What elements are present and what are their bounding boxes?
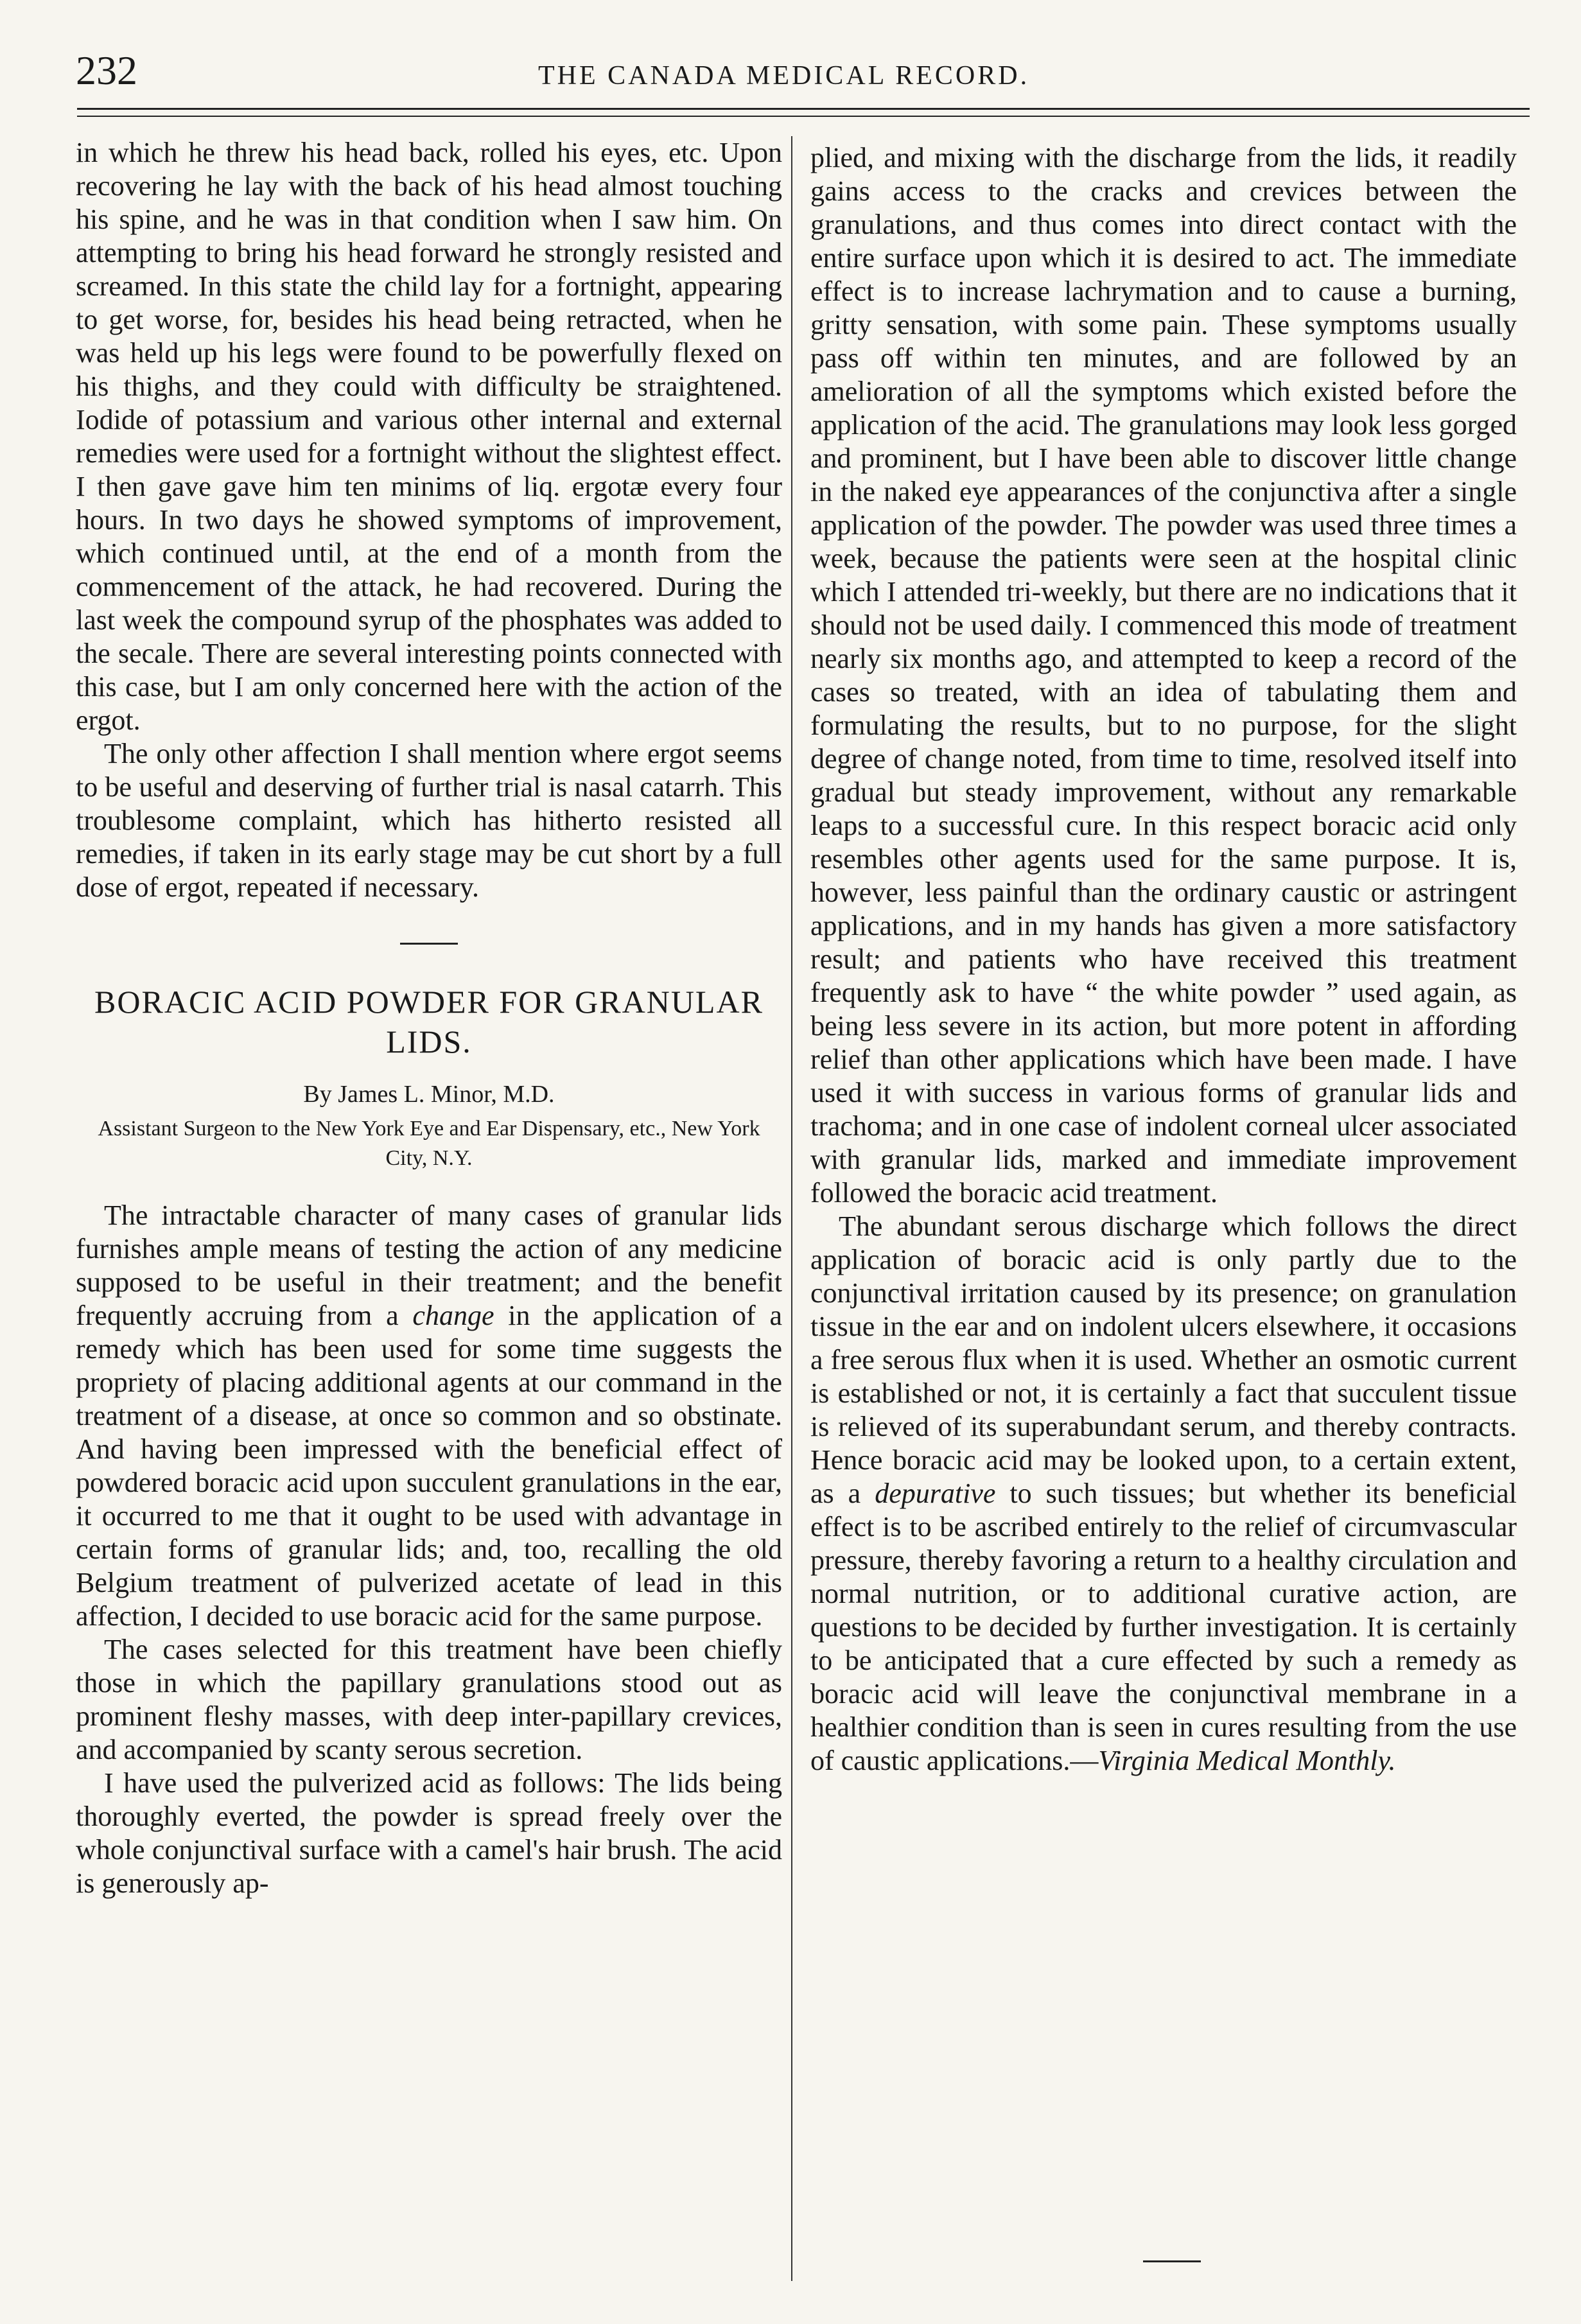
discharge-text-start: The abundant serous discharge which follows the direct application of boracic acid is only partly due to the conjunctival irritation caused by its presence; on granulation tissue in the ear and on indolent ulcers elsewhere, it occasions a free serous flux when it is used. Whether an osmotic current is established or not, it is certainly a fact that succulent tissue is relieved of its superabundant serum, and thereby contracts. Hence boracic acid may be looked upon, to a certain extent, as a bbox=[810, 1210, 1517, 1509]
paragraph-intro bbox=[76, 1199, 782, 1633]
header-rule-thin bbox=[77, 116, 1530, 117]
running-head: THE CANADA MEDICAL RECORD. bbox=[538, 61, 1030, 91]
left-column bbox=[76, 136, 782, 1900]
paragraph-method: I have used the pulverized acid as follows: The lids being thoroughly everted, the powder is spread freely over the whole conjunctival surface with a camel's hair brush. The acid is generously ap- bbox=[76, 1767, 782, 1899]
author-affiliation: Assistant Surgeon to the New York Eye and Ear Dispensary, etc., New York City, N.Y. bbox=[98, 1117, 760, 1170]
header-rule-thick bbox=[77, 108, 1530, 110]
page-number: 232 bbox=[76, 48, 137, 93]
discharge-italic-word: depurative bbox=[875, 1478, 996, 1509]
section-separator bbox=[400, 943, 458, 945]
paragraph-discharge bbox=[810, 1210, 1517, 1778]
intro-text-end: in the application of a remedy which has been used for some time suggests the propriety of placing additional agents at our command in the treatment of a disease, at once so common and so obstinate. And having been impressed with the beneficial effect of powdered boracic acid upon succulent granulations in the ear, it occurred to me that it ought to be used with advantage in certain forms of granular lids; and, too, recalling the old Belgium treatment of pulverized acetate of lead in this affection, I decided to use boracic acid for the same purpose. bbox=[76, 1300, 782, 1632]
intro-text-start: The intractable character of many cases of granular lids furnishes ample means of testing the action of any medicine supposed to be useful in their treatment; and the benefit frequently accruing from a bbox=[76, 1200, 782, 1331]
column-divider bbox=[791, 136, 792, 2281]
discharge-text-end: to such tissues; but whether its beneficial effect is to be ascribed entirely to the relief of circumvascular pressure, thereby favoring a return to a healthy circulation and normal nutrition, or to additional curative action, are questions to be decided by further investigation. It is certainly to be anticipated that a cure effected by such a remedy as boracic acid will leave the conjunctival membrane in a healthier condition than is seen in cures resulting from the use of caustic applications.— bbox=[810, 1478, 1517, 1776]
article-byline: By James L. Minor, M.D. bbox=[303, 1081, 555, 1108]
right-column bbox=[810, 141, 1517, 1778]
intro-italic-word: change bbox=[412, 1300, 494, 1331]
paragraph-continued: in which he threw his head back, rolled his eyes, etc. Upon recovering he lay with the back of his head almost touching his spine, and he was in that condition when I saw him. On attempting to bring his head forward he strongly resisted and screamed. In this state the child lay for a fortnight, appearing to get worse, for, besides his head being retracted, when he was held up his legs were found to be powerfully flexed on his thighs, and they could with difficulty be straightened. Iodide of potassium and various other internal and external remedies were used for a fortnight without the slightest effect. I then gave gave him ten minims of liq. ergotæ every four hours. In two days he showed symptoms of improvement, which continued until, at the end of a month from the commencement of the attack, he had recovered. During the last week the compound syrup of the phosphates was added to the secale. There are several interesting points connected with this case, but I am only concerned here with the action of the ergot. bbox=[76, 137, 782, 736]
paragraph-ergot-catarrh: The only other affection I shall mention where ergot seems to be useful and deserving of further trial is nasal catarrh. This troublesome complaint, which has hitherto resisted all remedies, if taken in its early stage may be cut short by a full dose of ergot, repeated if necessary. bbox=[76, 738, 782, 903]
article-title: BORACIC ACID POWDER FOR GRANULAR LIDS. bbox=[94, 984, 764, 1060]
paragraph-method-continued: plied, and mixing with the discharge from the lids, it readily gains access to the cracks and crevices between the granulations, and thus comes into direct contact with the entire surface upon which it is desired to act. The immediate effect is to increase lachrymation and to cause a burning, gritty sensation, with some pain. These symptoms usually pass off within ten minutes, and are followed by an amelioration of all the symptoms which existed before the application of the acid. The granulations may look less gorged and prominent, but I have been able to discover little change in the naked eye appearances of the conjunctiva after a single application of the powder. The powder was used three times a week, because the patients were seen at the hospital clinic which I attended tri-weekly, but there are no indications that it should not be used daily. I commenced this mode of treatment nearly six months ago, and attempted to keep a record of the cases so treated, with an idea of tabulating them and formulating the results, but to no purpose, for the slight degree of change noted, from time to time, resolved itself into gradual but steady improvement, without any remarkable leaps to a successful cure. In this respect boracic acid only resembles other agents used for the same purpose. It is, however, less painful than the ordinary caustic or astringent applications, and in my hands has given a more satisfactory result; and patients who have received this treatment frequently ask to have “ the white powder ” used again, as being less severe in its action, but more potent in affording relief than other applications which have been made. I have used it with success in various forms of granular lids and trachoma; and in one case of indolent corneal ulcer associated with granular lids, marked and immediate improvement followed the boracic acid treatment. bbox=[810, 142, 1517, 1209]
source-citation: Virginia Medical Monthly. bbox=[1098, 1745, 1396, 1776]
end-rule bbox=[1143, 2260, 1201, 2262]
paragraph-cases-selected: The cases selected for this treatment have been chiefly those in which the papillary granulations stood out as prominent fleshy masses, with deep inter-papillary crevices, and accompanied by scanty serous secretion. bbox=[76, 1634, 782, 1765]
page-header bbox=[76, 45, 1530, 116]
